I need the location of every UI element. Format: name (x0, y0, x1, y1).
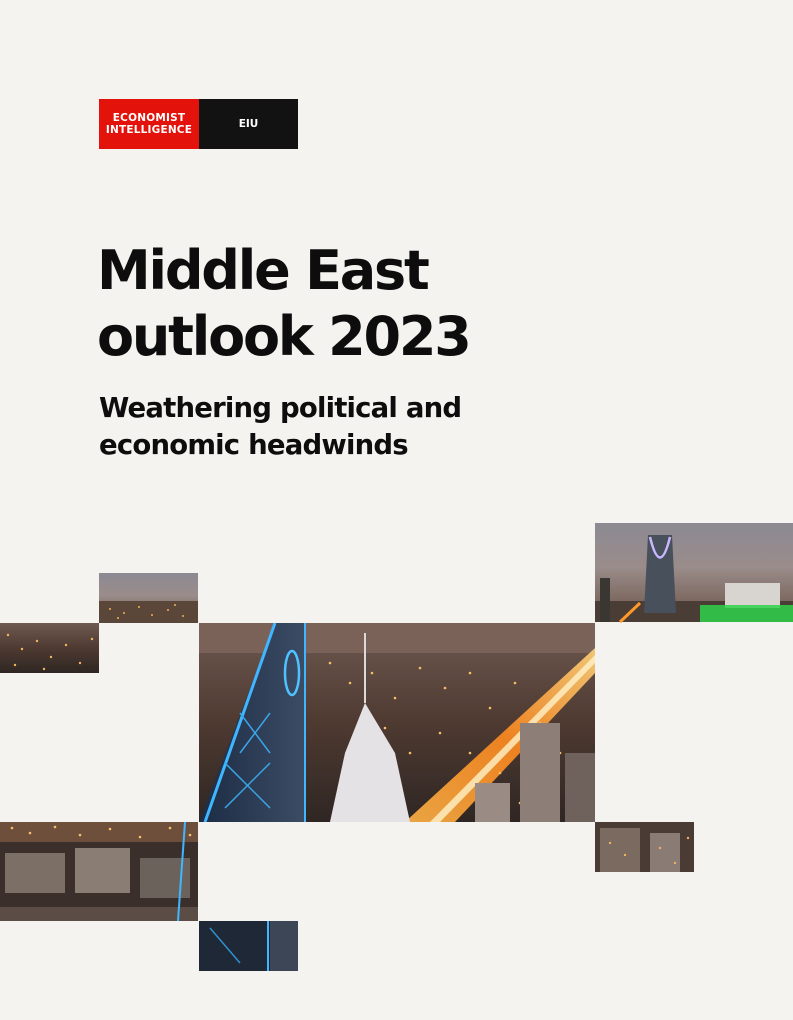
photo-tile-top-right (595, 523, 793, 622)
logo-acronym: EIU (238, 118, 259, 130)
report-title-line1: Middle East (97, 239, 428, 302)
logo-wordmark-block (99, 99, 199, 149)
cover-photo-mosaic (0, 523, 793, 973)
report-title-line2: outlook 2023 (97, 305, 470, 368)
photo-tile-bottom-right (595, 822, 694, 872)
photo-tile-bottom-left (0, 822, 198, 921)
logo-acronym-block (199, 99, 298, 149)
logo-wordmark-line2: INTELLIGENCE (105, 124, 193, 136)
photo-tile-top-left (99, 573, 198, 623)
report-subtitle (99, 390, 461, 464)
report-subtitle-line2: economic headwinds (99, 429, 408, 461)
photo-tile-bottom-center (199, 921, 298, 971)
report-subtitle-line1: Weathering political and (99, 392, 462, 424)
photo-tile-left (0, 623, 99, 673)
eiu-logo (99, 99, 298, 149)
logo-wordmark-line1: ECONOMIST (112, 112, 186, 124)
report-title (97, 238, 470, 370)
photo-tile-main (199, 623, 595, 822)
